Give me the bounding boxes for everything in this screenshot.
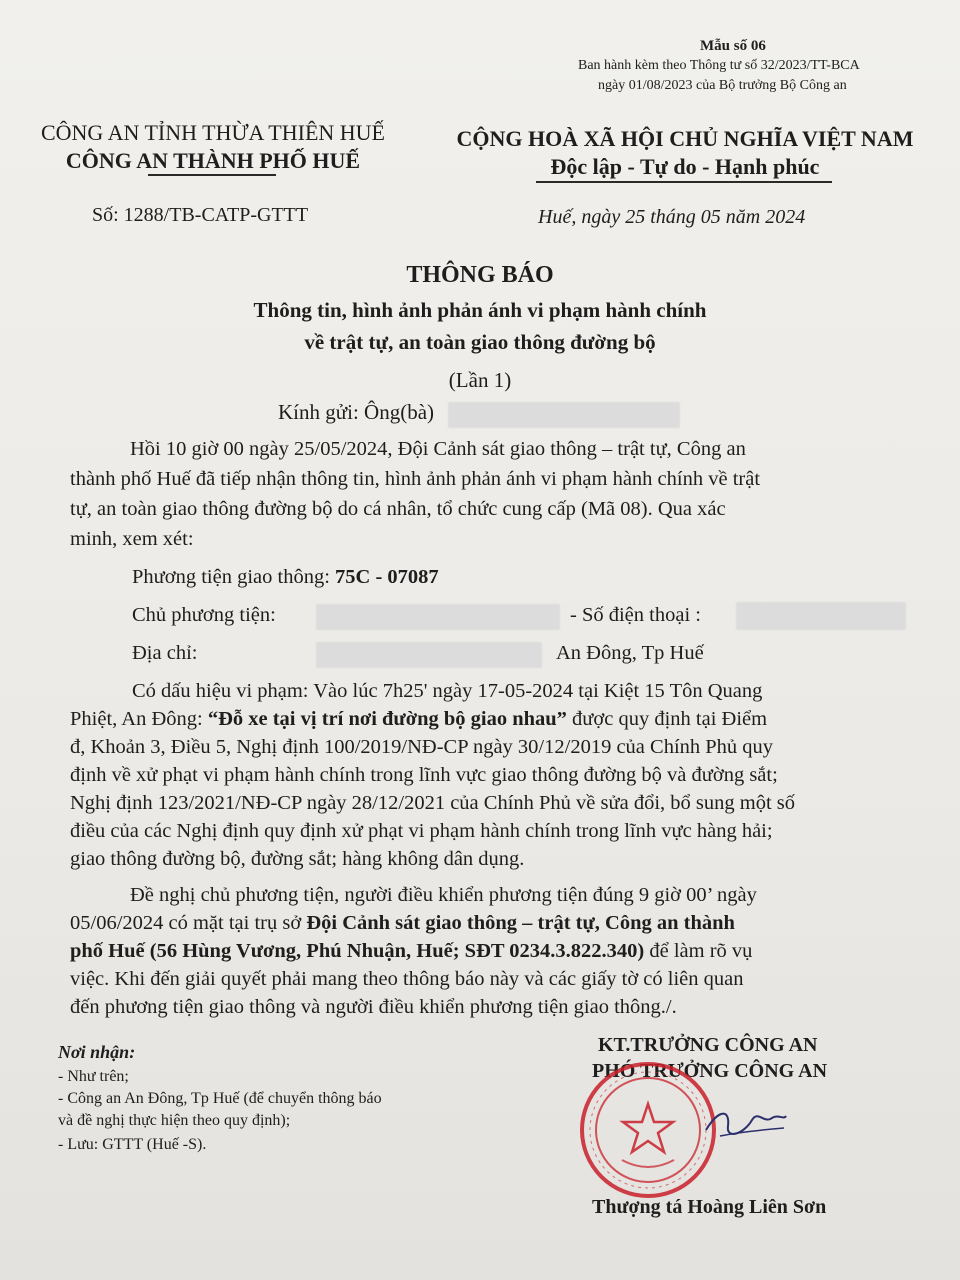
request-line [70,940,752,963]
nation-motto: Độc lập - Tự do - Hạnh phúc [550,154,820,179]
violation-line [70,708,767,731]
document-date: Huế, ngày 25 tháng 05 năm 2024 [538,206,806,228]
redacted-address [316,642,542,668]
recipient-salutation: Kính gửi: Ông(bà) [278,400,435,424]
violation-ref: được quy định tại Điểm [566,708,768,730]
document-number: Số: 1288/TB-CATP-GTTT [92,204,309,226]
address-label: Địa chỉ: [132,642,198,664]
signer-title-1: KT.TRƯỞNG CÔNG AN [598,1034,818,1056]
violation-line: đ, Khoản 3, Điều 5, Nghị định 100/2019/NĐ-CP ngày 30/12/2019 của Chính Phủ quy [70,736,774,758]
official-stamp-icon [578,1060,718,1200]
violation-line: điều của các Nghị định quy định xử phạt vi phạm hành chính trong lĩnh vực hàng hải; [70,820,773,842]
request-text: để làm rõ vụ [644,940,753,962]
request-line: việc. Khi đến giải quyết phải mang theo thông báo này và các giấy tờ có liên quan [70,968,744,990]
org-underline [148,174,276,176]
violation-line: Có dấu hiệu vi phạm: Vào lúc 7h25' ngày 17-05-2024 tại Kiệt 15 Tôn Quang [132,680,763,702]
request-office: Đội Cảnh sát giao thông – trật tự, Công an thành [306,912,735,934]
redacted-phone [736,602,906,630]
para1-line: tự, an toàn giao thông đường bộ do cá nhân, tổ chức cung cấp (Mã 08). Qua xác [70,498,726,520]
recipient-item: - Như trên; [58,1068,129,1085]
notice-subtitle-2: về trật tự, an toàn giao thông đường bộ [304,330,656,354]
recipients-label: Nơi nhận: [58,1042,136,1062]
request-line [70,912,735,935]
form-number: Mẫu số 06 [700,38,766,54]
org-line-1: CÔNG AN TỈNH THỪA THIÊN HUẾ [40,120,385,145]
signer-title-2: PHÓ TRƯỞNG CÔNG AN [592,1060,828,1082]
recipient-item: và đề nghị thực hiện theo quy định); [58,1112,291,1129]
para1-line: Hồi 10 giờ 00 ngày 25/05/2024, Đội Cảnh sát giao thông – trật tự, Công an [130,438,746,460]
owner-label: Chủ phương tiện: [132,604,276,626]
redacted-recipient [448,402,680,428]
vehicle-plate: 75C - 07087 [335,566,439,588]
request-line: đến phương tiện giao thông và người điều khiển phương tiện giao thông./. [70,996,677,1018]
notice-subtitle-1: Thông tin, hình ảnh phản ánh vi phạm hành chính [253,298,707,322]
form-issued-date: ngày 01/08/2023 của Bộ trưởng Bộ Công an [598,78,847,93]
request-line: Đề nghị chủ phương tiện, người điều khiển phương tiện đúng 9 giờ 00’ ngày [130,884,757,906]
nation-title: CỘNG HOÀ XÃ HỘI CHỦ NGHĨA VIỆT NAM [456,126,914,151]
vehicle-row [132,566,439,589]
phone-label: - Số điện thoại : [570,604,701,626]
address-value: An Đông, Tp Huế [556,642,704,664]
notice-issue: (Lần 1) [448,368,512,392]
para1-line: minh, xem xét: [70,528,194,550]
violation-line: định về xử phạt vi phạm hành chính trong lĩnh vực giao thông đường bộ và đường sắt; [70,764,778,786]
para1-line: thành phố Huế đã tiếp nhận thông tin, hình ảnh phản ánh vi phạm hành chính về trật [70,468,761,490]
recipient-item: - Công an An Đông, Tp Huế (để chuyển thông báo [58,1090,382,1107]
request-text: 05/06/2024 có mặt tại trụ sở [70,912,307,934]
violation-line: Nghị định 123/2021/NĐ-CP ngày 28/12/2021 của Chính Phủ về sửa đổi, bổ sung một số [70,792,795,814]
violation-location: Phiệt, An Đông: [70,708,208,730]
form-issued-by: Ban hành kèm theo Thông tư số 32/2023/TT-BCA [578,58,860,73]
vehicle-label: Phương tiện giao thông: [132,566,336,588]
redacted-owner [316,604,560,630]
recipient-item: - Lưu: GTTT (Huế -S). [58,1136,207,1153]
violation-name: “Đỗ xe tại vị trí nơi đường bộ giao nhau” [207,708,567,730]
violation-line: giao thông đường bộ, đường sắt; hàng không dân dụng. [70,848,525,870]
notice-title: THÔNG BÁO [406,262,554,288]
org-line-2: CÔNG AN THÀNH PHỐ HUẾ [65,148,361,173]
signer-name: Thượng tá Hoàng Liên Sơn [592,1196,827,1218]
request-office-address: phố Huế (56 Hùng Vương, Phú Nhuận, Huế; SĐT 0234.3.822.340) [70,940,645,962]
motto-underline [536,181,832,183]
handwritten-signature-icon [700,1090,790,1150]
